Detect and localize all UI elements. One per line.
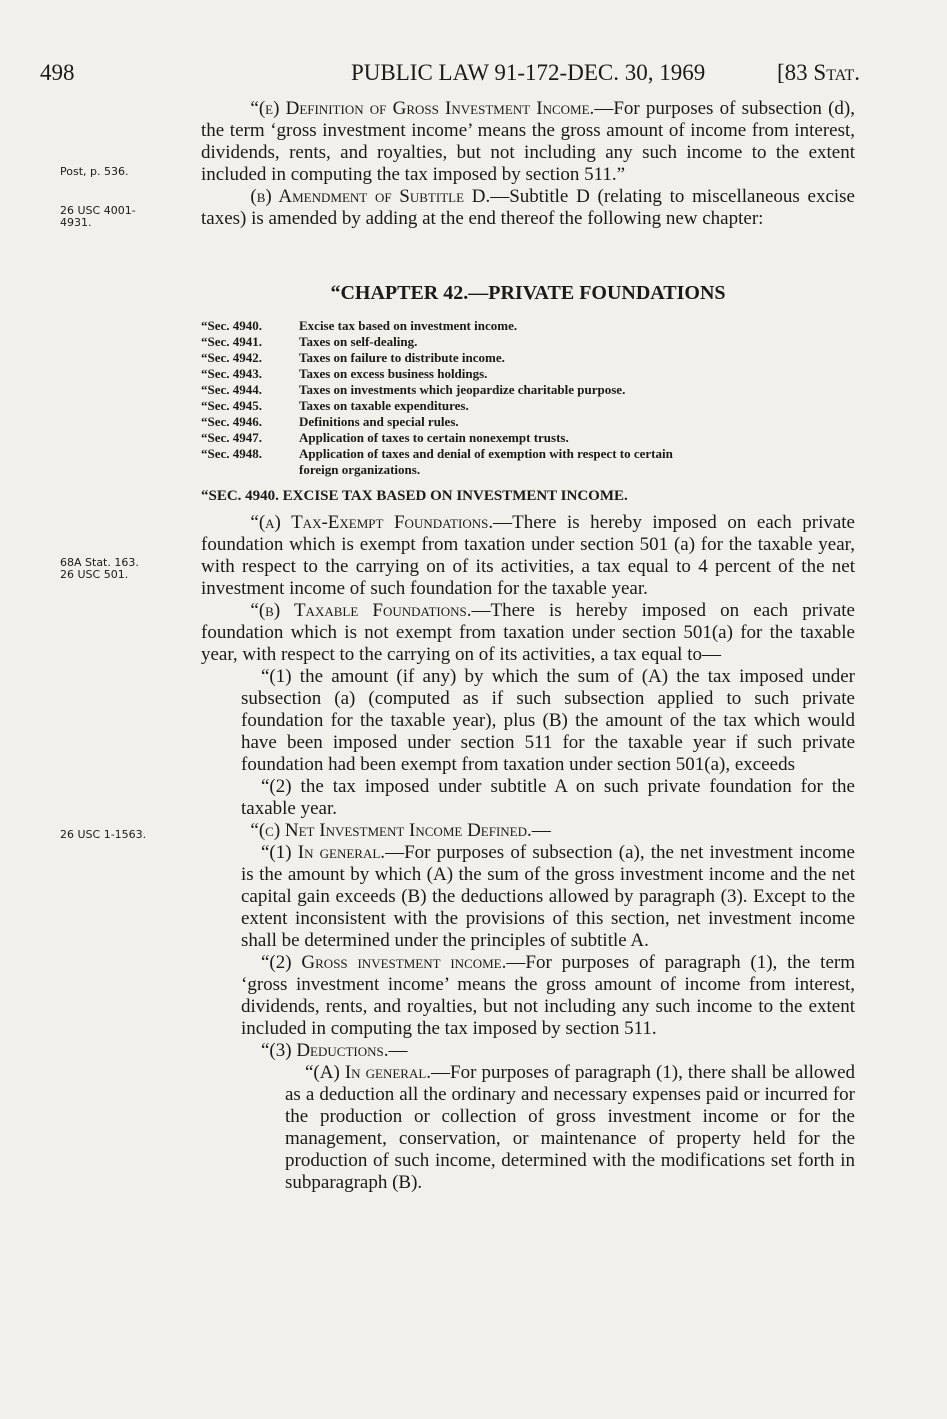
toc-section-title: Definitions and special rules. <box>299 414 459 429</box>
subsection-a <box>201 512 855 600</box>
margin-note-68a-stat: 68A Stat. 163. 26 USC 501. <box>60 556 139 581</box>
chapter-table-of-contents <box>201 318 855 478</box>
page-number: 498 <box>40 60 75 85</box>
subsection-c <box>201 820 855 842</box>
toc-row <box>201 382 855 398</box>
toc-section-number: “Sec. 4944. <box>201 382 263 397</box>
subsection-c-heading: “(c) Net Investment Income Defined. <box>250 820 532 841</box>
paragraph-e <box>201 98 855 186</box>
paragraph-c2 <box>201 952 855 1040</box>
toc-section-number: “Sec. 4946. <box>201 414 263 429</box>
subsection-b <box>201 600 855 666</box>
toc-continuation: foreign organizations. <box>299 462 421 477</box>
toc-section-title: Taxes on excess business holdings. <box>299 366 488 381</box>
margin-note-post: Post, p. 536. <box>60 165 129 178</box>
section-heading: “SEC. 4940. EXCISE TAX BASED ON INVESTMENT INCOME. <box>201 488 628 504</box>
margin-note-usc-1-1563: 26 USC 1-1563. <box>60 828 147 841</box>
toc-section-number: “Sec. 4948. <box>201 446 263 461</box>
subsection-b-text: —There is hereby imposed on each private foundation which is not exempt from taxation under section 501(a) for the taxable year, with respect to the carrying on of its activities, a tax equal to— <box>201 600 855 665</box>
paragraph-c3a-heading: “(A) In general. <box>305 1062 432 1083</box>
toc-row <box>201 446 855 462</box>
paragraph-b2: “(2) the tax imposed under subtitle A on such private foundation for the taxable year. <box>241 776 855 819</box>
toc-section-number: “Sec. 4945. <box>201 398 263 413</box>
toc-section-title: Application of taxes to certain nonexempt trusts. <box>299 430 569 445</box>
toc-section-number: “Sec. 4941. <box>201 334 263 349</box>
toc-row <box>201 414 855 430</box>
subsection-b-heading: “(b) Taxable Foundations. <box>250 600 472 621</box>
toc-section-title: Taxes on failure to distribute income. <box>299 350 505 365</box>
paragraph-b-amendment-heading: (b) Amendment of Subtitle D. <box>250 186 491 207</box>
toc-row <box>201 366 855 382</box>
toc-section-title: Application of taxes and denial of exemption with respect to certain <box>299 446 673 461</box>
toc-section-number: “Sec. 4942. <box>201 350 263 365</box>
paragraph-e-text: —For purposes of subsection (d), the term ‘gross investment income’ means the gross amount of income from interest, dividends, rents, and royalties, but not including any such income to the extent included in computing the tax imposed by section 511.” <box>201 98 855 185</box>
toc-section-title: Excise tax based on investment income. <box>299 318 518 333</box>
toc-row <box>201 334 855 350</box>
paragraph-c1 <box>201 842 855 952</box>
toc-section-title: Taxes on taxable expenditures. <box>299 398 469 413</box>
paragraph-c3a <box>201 1062 855 1194</box>
toc-section-title: Taxes on investments which jeopardize charitable purpose. <box>299 382 626 397</box>
paragraph-c2-heading: “(2) Gross investment income. <box>261 952 507 973</box>
page-header <box>40 60 907 90</box>
paragraph-e-heading: “(e) Definition of Gross Investment Income. <box>250 98 595 119</box>
paragraph-c3-dash: — <box>388 1040 408 1061</box>
toc-row <box>201 350 855 366</box>
paragraph-b-amendment-text: —Subtitle D (relating to miscellaneous excise taxes) is amended by adding at the end thereof the following new chapter: <box>201 186 855 229</box>
toc-row <box>201 430 855 446</box>
paragraph-b-amendment <box>201 186 855 230</box>
paragraph-b1: “(1) the amount (if any) by which the sum of (A) the tax imposed under subsection (a) (computed as if such subsection applied to such private foundation for the taxable year), plus (B) the amount of the tax which would have been imposed under section 511 for the taxable year if such private foundation had been exempt from taxation under section 501(a), exceeds <box>241 666 855 775</box>
running-head: PUBLIC LAW 91-172-DEC. 30, 1969 <box>351 60 706 85</box>
margin-note-usc-4001: 26 USC 4001-4931. <box>60 204 136 229</box>
section-4940-text <box>201 512 855 1194</box>
toc-section-title: Taxes on self-dealing. <box>299 334 418 349</box>
stat-volume: [83 Stat. <box>777 60 860 85</box>
paragraph-c3a-text: —For purposes of paragraph (1), there shall be allowed as a deduction all the ordinary and necessary expenses paid or incurred for the production or collection of gross investment income or for the management, conservation, or maintenance of property held for the production of such income, determined with the modifications set forth in subparagraph (B). <box>285 1062 856 1193</box>
subsection-a-text: —There is hereby imposed on each private foundation which is exempt from taxation under section 501 (a) for the taxable year, with respect to the carrying on of its activities, a tax equal to 4 percent of the net investment income of such foundation for the taxable year. <box>201 512 855 599</box>
paragraph-c1-heading: “(1) In general. <box>261 842 386 863</box>
toc-row <box>201 318 855 334</box>
chapter-title: “CHAPTER 42.—PRIVATE FOUNDATIONS <box>330 282 726 304</box>
paragraph-c3-heading: “(3) Deductions. <box>261 1040 389 1061</box>
toc-section-number: “Sec. 4943. <box>201 366 263 381</box>
toc-section-number: “Sec. 4940. <box>201 318 263 333</box>
toc-section-number: “Sec. 4947. <box>201 430 263 445</box>
subsection-a-heading: “(a) Tax-Exempt Foundations. <box>250 512 494 533</box>
paragraph-c1-text: —For purposes of subsection (a), the net investment income is the amount by which (A) the sum of the gross investment income and the net capital gain exceeds (B) the deductions allowed by paragraph (3). Except to the extent inconsistent with the provisions of this section, net investment income shall be determined under the principles of subtitle A. <box>241 842 855 951</box>
paragraph-c3 <box>201 1040 855 1062</box>
intro-text <box>201 98 855 230</box>
toc-row <box>201 398 855 414</box>
subsection-c-dash: — <box>531 820 551 841</box>
paragraph-c2-text: —For purposes of paragraph (1), the term ‘gross investment income’ means the gross amount of income from interest, dividends, rents, and royalties, but not including any such income to the extent included in computing the tax imposed by section 511. <box>241 952 855 1039</box>
